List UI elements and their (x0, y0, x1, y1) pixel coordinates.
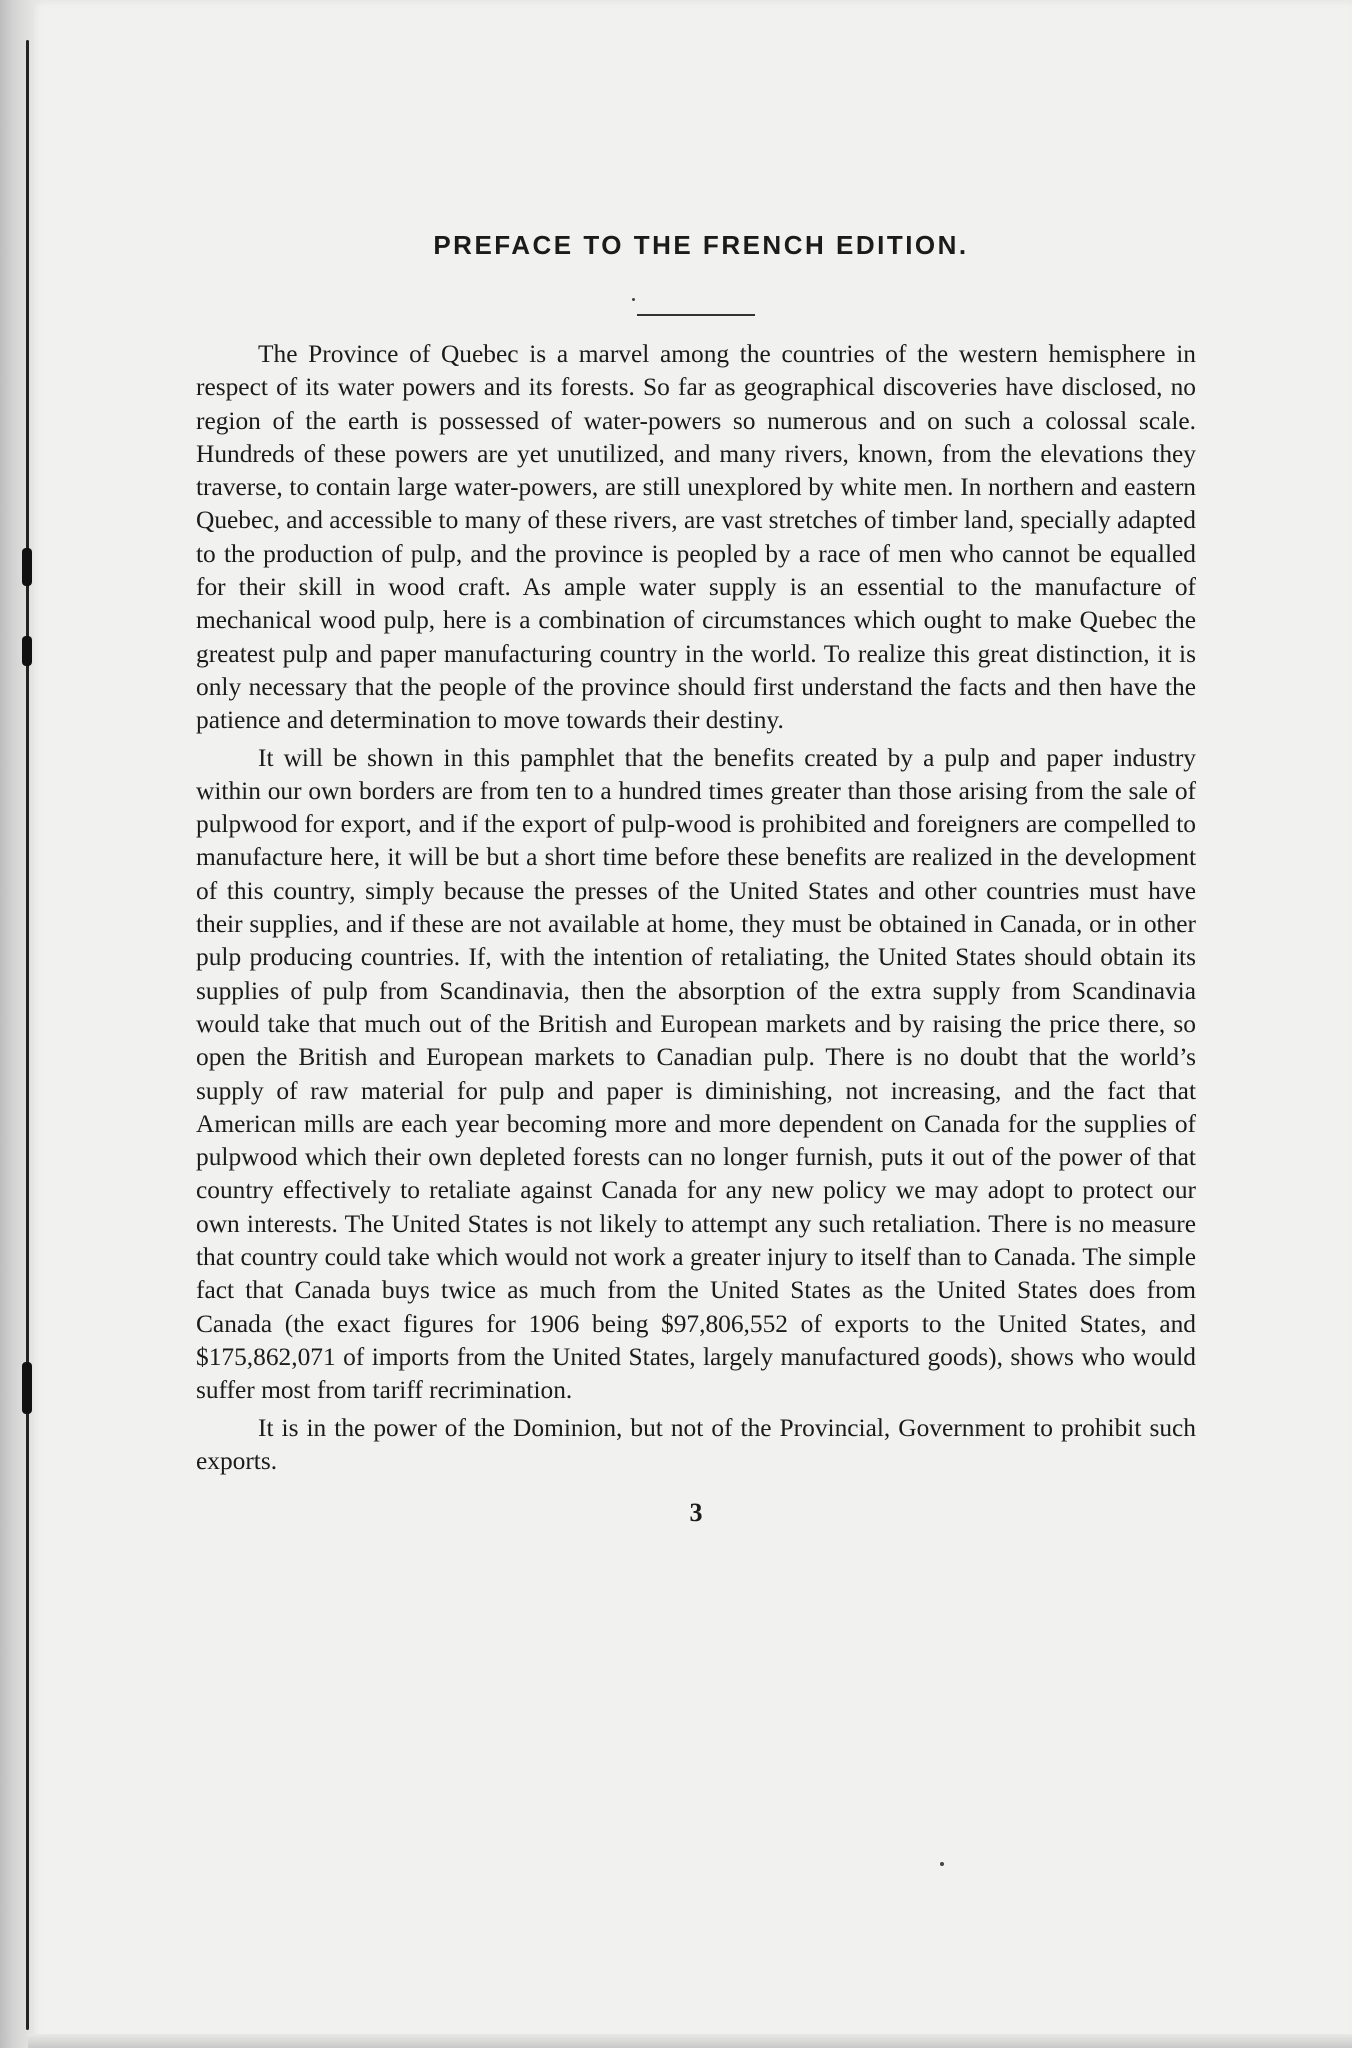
page-bottom-edge (28, 2034, 1352, 2048)
page-number: 3 (689, 1498, 703, 1528)
binding-mark (22, 1362, 32, 1414)
binding-line (26, 40, 29, 2030)
paragraph-2: It will be shown in this pamphlet that the benefits created by a pulp and paper industry within our own borders are from ten to a hundred times greater than those arising from the sale of pulpwood for export, and if the export of pulp-wood is prohibited and foreigners are compelled to manufacture here, it will be but a short time before these benefits are realized in the development of this country, simply because the presses of the United States and other countries must have their supplies, and if these are not available at home, they must be obtained in Canada, or in other pulp producing countries. If, with the intention of retaliating, the United States should obtain its supplies of pulp from Scandinavia, then the absorption of the extra supply from Scandinavia would take that much out of the British and European markets and by raising the price there, so open the British and European markets to Canadian pulp. There is no doubt that the world’s supply of raw material for pulp and paper is diminishing, not increasing, and the fact that American mills are each year becoming more and more dependent on Canada for the supplies of pulpwood which their own depleted forests can no longer furnish, puts it out of the power of that country effectively to retaliate against Canada for any new policy we may adopt to protect our own interests. The United States is not likely to attempt any such retaliation. There is no measure that country could take which would not work a greater injury to itself than to Canada. The simple fact that Canada buys twice as much from the United States as the United States does from Canada (the exact figures for 1906 being $97,806,552 of exports to the United States, and $175,862,071 of imports from the United States, largely manufactured goods), shows who would suffer most from tariff recrimination. (196, 743, 1196, 1405)
paper-speck (940, 1862, 944, 1866)
paragraph-1: The Province of Quebec is a marvel among the countries of the western hemisphere in respect of its water powers and its forests. So far as geographical discoveries have disclosed, no region of the earth is possessed of water-powers so numerous and on such a colossal scale. Hundreds of these powers are yet unutilized, and many rivers, known, from the elevations they traverse, to contain large water-powers, are still unexplored by white men. In northern and eastern Quebec, and accessible to many of these rivers, are vast stretches of timber land, specially adapted to the production of pulp, and the province is peopled by a race of men who cannot be equalled for their skill in wood craft. As ample water supply is an essential to the manufacture of mechanical wood pulp, here is a combination of circumstances which ought to make Quebec the greatest pulp and paper manufacturing country in the world. To realize this great distinction, it is only necessary that the people of the province should first understand the facts and then have the patience and determination to move towards their destiny. (196, 340, 1196, 735)
text-block (196, 228, 1196, 1530)
binding-mark (22, 548, 32, 586)
binding-mark (22, 636, 32, 666)
title-divider (637, 314, 755, 316)
page-title: PREFACE TO THE FRENCH EDITION. (433, 230, 969, 260)
paragraph-3: It is in the power of the Dominion, but not of the Provincial, Government to prohibit such exports. (196, 1413, 1196, 1475)
